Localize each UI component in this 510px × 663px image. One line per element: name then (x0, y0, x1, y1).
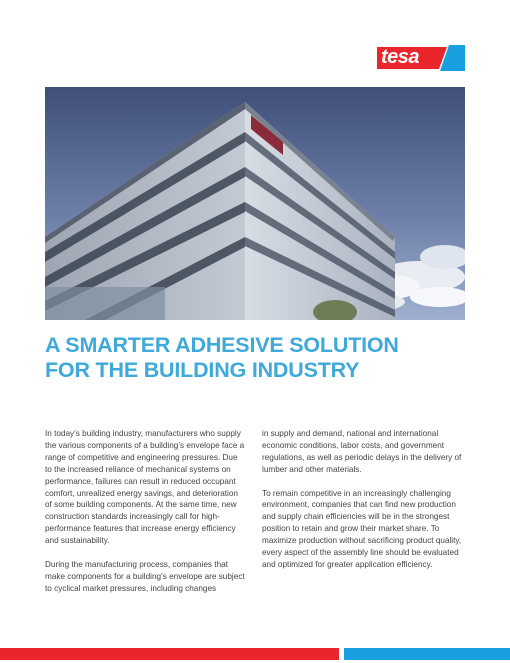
paragraph: To remain competitive in an increasingly challenging environment, companies that can find new production and supply chain efficiencies will be in the strongest position to retain and grow their market share. To maximize production without sacrificing product quality, every aspect of the assembly line should be evaluated and optimized for greater application efficiency. (262, 488, 462, 569)
paragraph: During the manufacturing process, companies that make components for a building’s envelope are subject to cyclical market pressures, including changes (45, 559, 245, 593)
page-headline (45, 333, 465, 383)
hero-building-photo (45, 87, 465, 320)
headline-line-2: FOR THE BUILDING INDUSTRY (45, 358, 360, 382)
footer-red-bar (0, 648, 339, 660)
tesa-logo (377, 45, 465, 71)
tesa-logo-text: tesa (381, 46, 420, 68)
paragraph: in supply and demand, national and international economic conditions, labor costs, and government regulations, as well as periodic delays in the delivery of lumber and other materials. (262, 429, 462, 474)
paragraph: In today’s building industry, manufacturers who supply the various components of a building’s envelope face a range of competitive and engineering pressures. Due to the increased reliance of mechanical systems on performance, failures can result in reduced occupant comfort, unrealized energy savings, and deterioration of some building components. At the same time, new construction standards increasingly call for high-performance features that increase energy efficiency and sustainability. (45, 429, 245, 546)
body-column-right (262, 428, 465, 583)
footer-blue-bar (344, 648, 510, 660)
headline-line-1: A SMARTER ADHESIVE SOLUTION (45, 333, 399, 357)
body-column-left (45, 428, 245, 607)
building-illustration (45, 87, 465, 320)
